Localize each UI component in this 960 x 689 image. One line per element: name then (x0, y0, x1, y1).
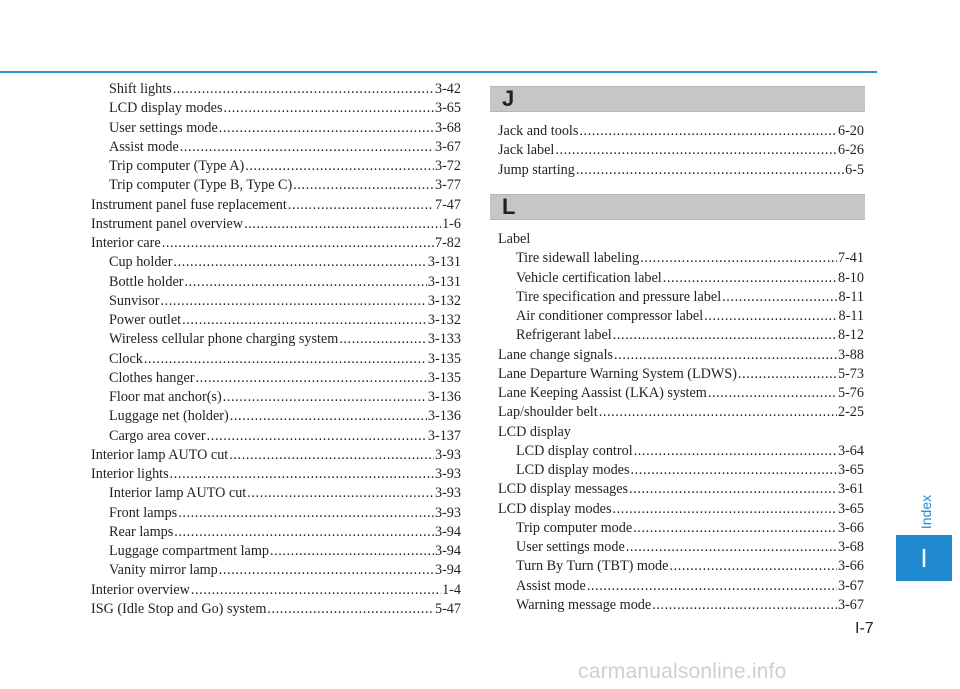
index-entry[interactable] (498, 423, 864, 442)
index-entry-title: Tire sidewall labeling (516, 250, 640, 267)
index-entry-title: Label (498, 231, 531, 247)
dot-leader (576, 161, 844, 180)
dot-leader (162, 234, 434, 253)
index-entry[interactable] (498, 230, 864, 249)
index-entry[interactable] (91, 157, 461, 176)
index-entry-title: Interior lamp AUTO cut (109, 485, 247, 502)
index-entry-page: 3-67 (837, 596, 864, 613)
index-column-left (91, 80, 461, 619)
dot-leader (244, 215, 441, 234)
index-entry-title: Instrument panel fuse replacement (91, 196, 287, 213)
index-entry-page: 8-12 (837, 327, 864, 344)
index-entry-page: 3-66 (837, 519, 864, 536)
section-letter-l: L (502, 194, 516, 219)
dot-leader (738, 365, 837, 384)
index-entry-title: Assist mode (109, 138, 179, 155)
dot-leader (160, 292, 426, 311)
index-entry-page: 3-66 (837, 558, 864, 575)
index-entry-page: 5-73 (837, 365, 864, 382)
index-entry-page: 5-76 (837, 385, 864, 401)
dot-leader (174, 523, 434, 542)
dot-leader (170, 465, 434, 484)
index-entry-title: User settings mode (109, 119, 218, 136)
index-entry-title: Jack and tools (498, 123, 579, 139)
index-entry-page: 3-93 (434, 504, 461, 521)
index-entry-page: 3-94 (434, 562, 461, 579)
dot-leader (270, 542, 434, 561)
index-entry-title: Trip computer mode (516, 519, 633, 536)
index-entry-page: 3-68 (434, 119, 461, 136)
index-entry-page: 2-25 (837, 404, 864, 421)
index-entry[interactable] (498, 161, 864, 180)
index-entry[interactable] (91, 350, 461, 369)
dot-leader (339, 330, 427, 349)
dot-leader (184, 273, 426, 292)
index-entry-title: Clock (109, 350, 143, 367)
index-entry-page: 3-68 (837, 539, 864, 555)
index-entry[interactable] (498, 365, 864, 384)
index-entry-page: 1-6 (442, 215, 461, 232)
dot-leader (229, 446, 434, 465)
index-entry[interactable] (498, 577, 864, 596)
index-entry[interactable] (498, 384, 864, 403)
dot-leader (267, 600, 434, 619)
index-entry-title: Vanity mirror lamp (109, 562, 218, 579)
index-entry-page: 3-72 (434, 158, 461, 174)
index-entry[interactable] (91, 292, 461, 311)
index-entry-title: Front lamps (109, 504, 178, 521)
index-entry-page: 6-20 (837, 123, 864, 139)
dot-leader (669, 557, 837, 576)
dot-leader (633, 519, 837, 538)
index-entry[interactable] (91, 330, 461, 349)
index-entry-title: Rear lamps (109, 523, 174, 540)
index-entry[interactable] (498, 249, 864, 268)
index-entry-title: Interior lamp AUTO cut (91, 446, 229, 463)
index-entry-page: 3-135 (427, 369, 461, 386)
index-entry-title: LCD display messages (498, 481, 629, 498)
index-entry-title: Tire specification and pressure label (516, 288, 722, 305)
index-entry[interactable] (498, 538, 864, 557)
index-entry-page: 3-42 (434, 81, 461, 97)
index-section-l (498, 230, 864, 615)
dot-leader (640, 249, 837, 268)
index-entry[interactable] (91, 273, 461, 292)
index-entry-title: Trip computer (Type A) (109, 158, 245, 174)
index-entry[interactable] (91, 561, 461, 580)
index-entry-page: 3-132 (427, 292, 461, 309)
dot-leader (230, 407, 427, 426)
index-entry[interactable] (91, 253, 461, 272)
index-entry[interactable] (498, 326, 864, 345)
index-entry[interactable] (91, 119, 461, 138)
dot-leader (634, 442, 837, 461)
dot-leader (245, 157, 434, 176)
dot-leader (704, 307, 837, 326)
index-entry-page: 3-136 (427, 389, 461, 405)
index-entry-title: Warning message mode (516, 596, 652, 613)
index-entry[interactable] (498, 346, 864, 365)
index-entry-page: 3-135 (427, 350, 461, 367)
index-entry[interactable] (91, 504, 461, 523)
index-entry-title: Jack label (498, 142, 555, 159)
dot-leader (652, 596, 837, 615)
index-entry[interactable] (91, 600, 461, 619)
index-entry-title: Luggage net (holder) (109, 408, 229, 425)
index-entry[interactable] (91, 581, 461, 600)
index-entry[interactable] (91, 446, 461, 465)
index-entry[interactable] (498, 442, 864, 461)
index-entry-page: 3-131 (427, 273, 461, 290)
index-entry[interactable] (91, 407, 461, 426)
dot-leader (599, 403, 837, 422)
dot-leader (626, 538, 837, 557)
index-entry[interactable] (498, 141, 864, 160)
index-entry[interactable] (498, 480, 864, 499)
dot-leader (555, 141, 837, 160)
section-header-j (490, 86, 865, 112)
dot-leader (223, 388, 427, 407)
index-entry-title: Power outlet (109, 312, 182, 328)
index-entry[interactable] (498, 461, 864, 480)
dot-leader (708, 384, 837, 403)
index-entry-title: ISG (Idle Stop and Go) system (91, 600, 267, 617)
index-entry[interactable] (91, 196, 461, 215)
index-entry-title: Refrigerant label (516, 327, 612, 344)
dot-leader (288, 196, 434, 215)
header-rule (0, 71, 877, 73)
index-entry-page: 3-88 (837, 346, 864, 363)
index-entry-page: 3-136 (427, 408, 461, 425)
index-entry[interactable] (498, 403, 864, 422)
index-entry-page: 3-77 (434, 177, 461, 194)
dot-leader (613, 326, 837, 345)
index-entry[interactable] (91, 542, 461, 561)
index-entry[interactable] (91, 369, 461, 388)
index-entry-title: Vehicle certification label (516, 269, 662, 286)
index-entry-page: 3-94 (434, 523, 461, 540)
index-entry-title: LCD display modes (516, 462, 630, 478)
index-entry-page: 3-93 (434, 446, 461, 463)
index-entry-page: 3-61 (837, 481, 864, 498)
index-entry[interactable] (498, 500, 864, 519)
index-entry-title: LCD display modes (109, 100, 223, 117)
index-entry-page: 7-47 (434, 196, 461, 213)
index-entry[interactable] (91, 176, 461, 195)
index-entry-page: 5-47 (434, 600, 461, 617)
index-entry-title: Interior care (91, 235, 161, 251)
index-entry-page: 6-26 (837, 142, 864, 159)
index-entry[interactable] (91, 427, 461, 446)
index-entry-page: 6-5 (845, 161, 864, 178)
index-entry-title: Instrument panel overview (91, 215, 244, 232)
index-entry-title: Jump starting (498, 161, 575, 178)
index-entry[interactable] (498, 269, 864, 288)
dot-leader (207, 427, 427, 446)
dot-leader (219, 119, 434, 138)
index-entry-page: 1-4 (442, 581, 461, 598)
dot-leader (663, 269, 837, 288)
index-entry-page: 3-67 (434, 138, 461, 155)
dot-leader (219, 561, 434, 580)
index-entry-page: 3-93 (434, 466, 461, 482)
index-side-tab[interactable]: I (896, 535, 952, 581)
index-entry-title: Air conditioner compressor label (516, 308, 704, 324)
index-entry-title: Lane change signals (498, 346, 614, 363)
index-entry-page: 3-131 (427, 254, 461, 271)
index-entry-title: Cargo area cover (109, 427, 206, 444)
index-entry-page: 3-64 (837, 442, 864, 459)
watermark: carmanualsonline.info (578, 660, 787, 683)
index-entry-title: Shift lights (109, 81, 172, 97)
dot-leader (144, 350, 427, 369)
dot-leader (614, 346, 837, 365)
index-entry-title: User settings mode (516, 539, 625, 555)
index-entry[interactable] (91, 234, 461, 253)
index-entry-page: 3-65 (837, 462, 864, 478)
index-entry[interactable] (91, 388, 461, 407)
index-entry-title: Interior overview (91, 581, 190, 598)
index-entry-title: Sunvisor (109, 292, 160, 309)
dot-leader (247, 484, 434, 503)
index-entry[interactable] (498, 288, 864, 307)
index-entry-title: Lap/shoulder belt (498, 404, 598, 421)
index-entry-title: Assist mode (516, 577, 586, 594)
dot-leader (173, 80, 434, 99)
index-side-label: Index (918, 494, 934, 530)
index-entry-title: Luggage compartment lamp (109, 543, 269, 559)
dot-leader (631, 461, 837, 480)
index-entry-page: 8-11 (838, 288, 864, 305)
dot-leader (629, 480, 837, 499)
index-entry[interactable] (91, 99, 461, 118)
index-entry-title: Lane Keeping Aassist (LKA) system (498, 385, 707, 401)
index-entry[interactable] (91, 523, 461, 542)
index-entry[interactable] (498, 519, 864, 538)
index-entry[interactable] (498, 307, 864, 326)
dot-leader (293, 176, 434, 195)
index-entry[interactable] (91, 80, 461, 99)
dot-leader (613, 500, 837, 519)
index-entry-page: 3-133 (427, 331, 461, 348)
index-entry-page: 3-132 (427, 312, 461, 328)
index-entry-title: LCD display control (516, 442, 633, 459)
index-entry-title: Interior lights (91, 466, 169, 482)
index-entry[interactable] (91, 311, 461, 330)
index-entry-title: LCD display (498, 423, 571, 440)
dot-leader (191, 581, 441, 600)
index-entry-title: Lane Departure Warning System (LDWS) (498, 365, 737, 382)
index-entry-title: Wireless cellular phone charging system (109, 331, 339, 348)
index-entry[interactable] (91, 138, 461, 157)
index-entry-page: 8-11 (838, 308, 864, 324)
index-entry-page: 3-93 (434, 485, 461, 502)
index-entry-title: Clothes hanger (109, 369, 195, 386)
dot-leader (178, 504, 434, 523)
index-entry-title: Cup holder (109, 254, 173, 271)
index-entry-page: 3-65 (434, 100, 461, 117)
index-entry-page: 3-67 (837, 577, 864, 594)
dot-leader (224, 99, 434, 118)
dot-leader (173, 253, 426, 272)
index-entry[interactable] (498, 122, 864, 141)
index-entry[interactable] (91, 465, 461, 484)
dot-leader (722, 288, 837, 307)
index-entry[interactable] (498, 596, 864, 615)
index-entry[interactable] (91, 484, 461, 503)
index-entry-page: 3-65 (837, 500, 864, 517)
section-header-l (490, 194, 865, 220)
index-section-j (498, 122, 864, 180)
dot-leader (182, 311, 427, 330)
index-entry-page: 7-82 (434, 235, 461, 251)
index-entry-page: 3-137 (427, 427, 461, 444)
section-letter-j: J (502, 86, 515, 111)
dot-leader (180, 138, 434, 157)
page-number: I-7 (855, 620, 874, 637)
dot-leader (587, 577, 837, 596)
index-entry-page: 7-41 (837, 250, 864, 267)
dot-leader (579, 122, 837, 141)
index-entry[interactable] (498, 557, 864, 576)
index-entry-page: 8-10 (837, 269, 864, 286)
index-entry-title: LCD display modes (498, 500, 612, 517)
dot-leader (196, 369, 427, 388)
index-entry-page: 3-94 (434, 543, 461, 559)
index-entry-title: Bottle holder (109, 273, 184, 290)
index-entry-title: Floor mat anchor(s) (109, 389, 222, 405)
index-entry-title: Trip computer (Type B, Type C) (109, 177, 293, 194)
index-entry-title: Turn By Turn (TBT) mode (516, 558, 669, 575)
index-entry[interactable] (91, 215, 461, 234)
